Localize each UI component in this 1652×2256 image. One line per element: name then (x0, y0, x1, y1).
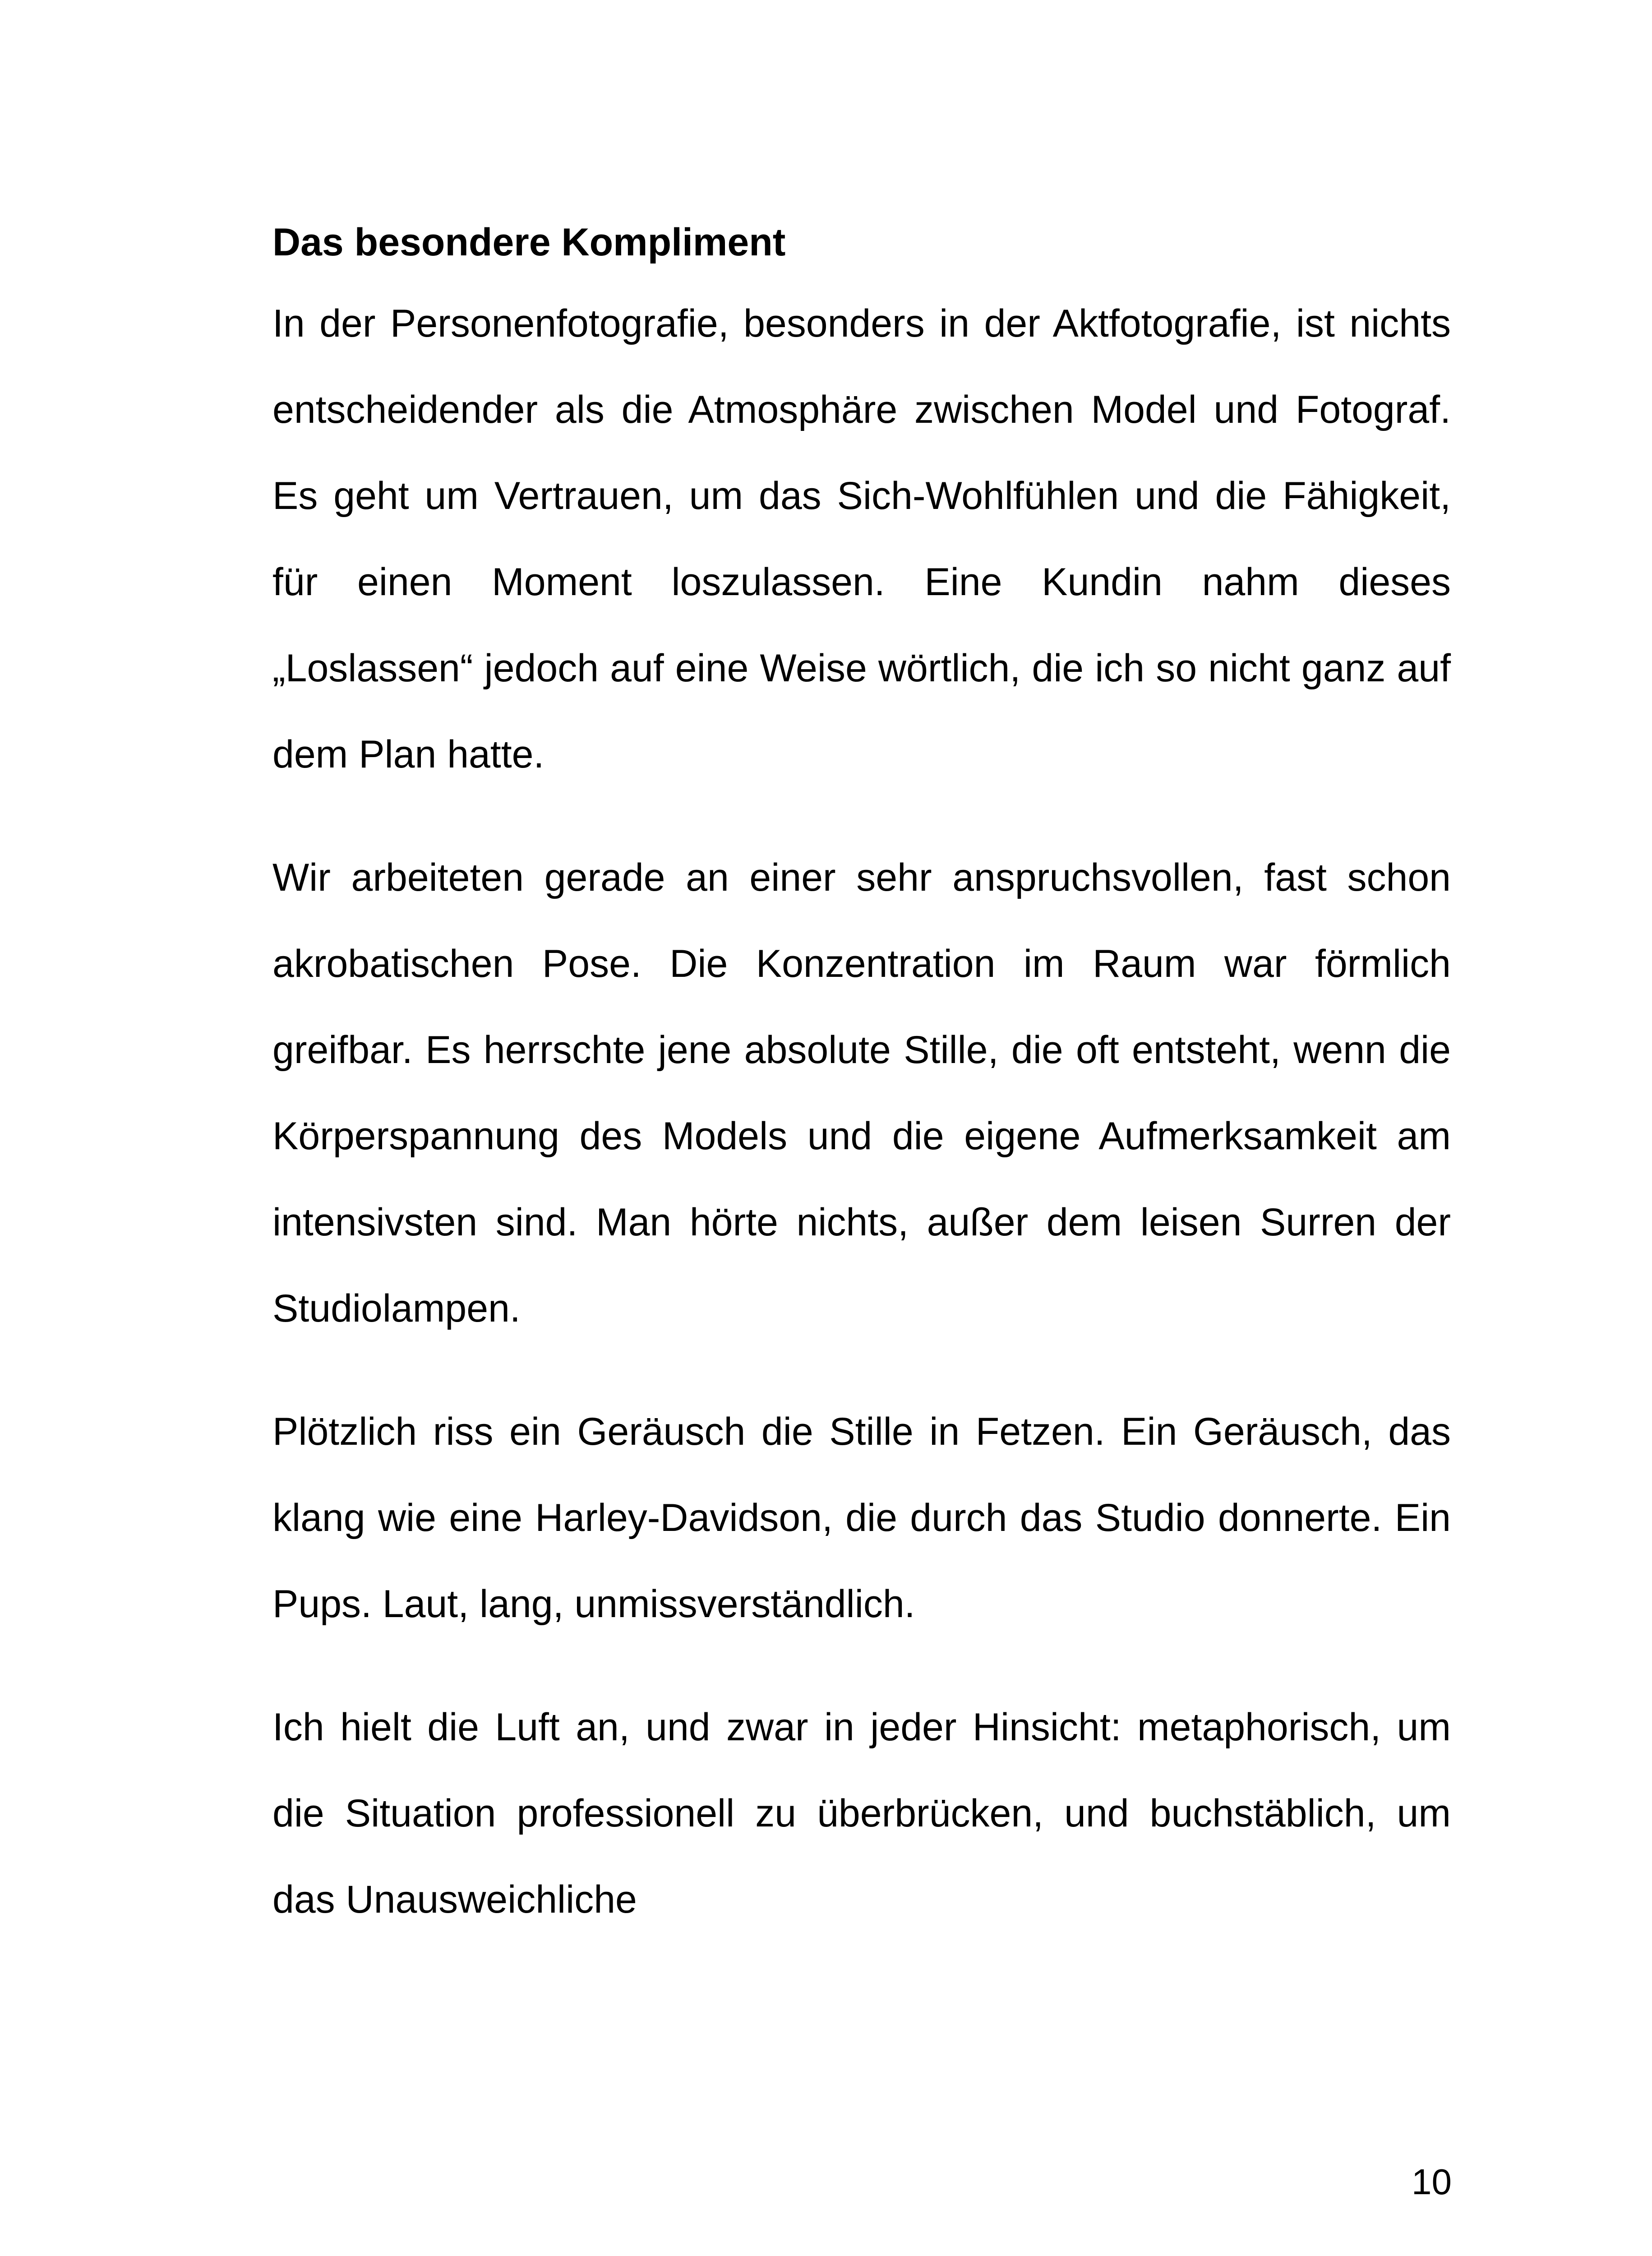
page-number: 10 (1412, 2162, 1452, 2202)
paragraph-1: In der Personenfotografie, besonders in der Aktfotografie, ist nichts entscheidender als die Atmosphäre zwischen Model und Fotograf. Es geht um Vertrauen, um das Sich-Wohlfühlen und die Fähigkeit, für einen Moment loszulassen. Eine Kundin nahm dieses „Loslassen“ jedoch auf eine Weise wörtlich, die ich so nicht ganz auf dem Plan hatte. (272, 302, 1451, 776)
paragraph-4: Ich hielt die Luft an, und zwar in jeder Hinsicht: metaphorisch, um die Situation professionell zu überbrücken, und buchstäblich, um das Unausweichliche (272, 1706, 1451, 1921)
page-content (272, 204, 1451, 1943)
paragraph-2: Wir arbeiteten gerade an einer sehr anspruchsvollen, fast schon akrobatischen Pose. Die Konzentration im Raum war förmlich greifbar. Es herrschte jene absolute Stille, die oft entsteht, wenn die Körperspannung des Models und die eigene Aufmerksamkeit am intensivsten sind. Man hörte nichts, außer dem leisen Surren der Studiolampen. (272, 856, 1451, 1330)
paragraph-3: Plötzlich riss ein Geräusch die Stille in Fetzen. Ein Geräusch, das klang wie eine Harley-Davidson, die durch das Studio donnerte. Ein Pups. Laut, lang, unmissverständlich. (272, 1410, 1451, 1626)
chapter-heading: Das besondere Kompliment (272, 221, 786, 264)
